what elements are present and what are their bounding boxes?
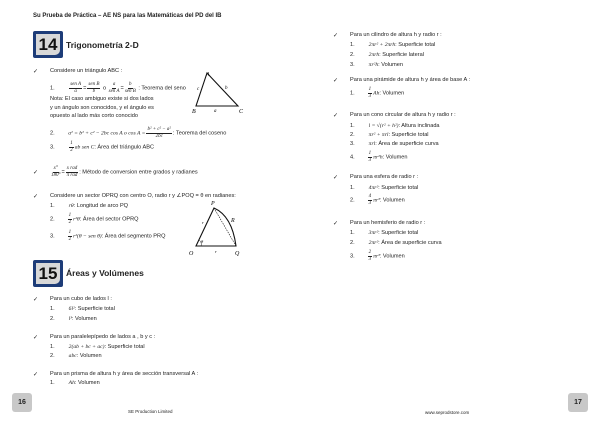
svg-text:r: r [202, 220, 204, 225]
formula-item: 2. $\frac{4}{3}$ πr³: Volumen [350, 194, 405, 206]
bullet-text: Para un paralelepípedo de lados a , b y c : [50, 334, 156, 340]
formula-item: 1. 6l²: Superficie total [50, 306, 115, 312]
bullet-text: Para una esfera de radio r : [350, 174, 419, 180]
bullet-text: Para un cilindro de altura h y radio r : [350, 32, 442, 38]
formula-item: 2. 2πr²: Área de superficie curva [350, 240, 442, 246]
svg-text:P: P [211, 201, 215, 207]
svg-text:Q: Q [235, 251, 240, 257]
ambiguous-note: Nota: El caso ambiguo existe si dos lados y un ángulo son conocidos, y el ángulo es opuesto al lado más corto conocido [50, 96, 154, 119]
formula-item: 1. l = √(r² + h²): Altura inclinada [350, 123, 440, 129]
section-number-badge: 15 [33, 260, 63, 287]
check-icon: ✓ [33, 69, 39, 75]
check-icon: ✓ [333, 33, 339, 39]
svg-text:B: B [192, 109, 196, 115]
formula-item: 1. 3πr²: Superficie total [350, 230, 419, 236]
conversion-formula: $\frac{x^\circ}{180^\circ}$ = x rad π rad : Método de conversion entre grados y radianes [51, 166, 198, 178]
check-icon: ✓ [33, 297, 39, 303]
svg-text:r: r [215, 249, 217, 254]
bullet-text: Considere un triángulo ABC : [50, 68, 123, 74]
formula-item: 4. $\frac{1}{3}$ πr²h: Volumen [350, 151, 408, 163]
cosine-rule: 2. a² = b² + c² − 2bc cos A o cos A = $\frac{\text{b² + c² − a²}}{2bc}$ : Teorema del coseno [50, 127, 227, 139]
formula-item: 1. 2(ab + bc + ac): Superficie total [50, 344, 145, 350]
check-icon: ✓ [333, 113, 339, 119]
formula-item: 3. πrl: Área de superficie curva [350, 141, 439, 147]
page-number-left: 16 [12, 393, 32, 412]
running-header: Su Prueba de Práctica – AE NS para las Matemáticas del PD del IB [33, 13, 222, 19]
sector-diagram [188, 198, 244, 258]
formula-item: 1. $\frac{1}{3}$ Ah: Volumen [350, 87, 405, 99]
bullet-text: Considere un sector OPRQ con centro O, radio r y ∠POQ = θ en radianes: [50, 193, 236, 199]
formula-item: 2. 2πrh: Superficie lateral [350, 52, 424, 58]
svg-text:C: C [239, 109, 244, 115]
svg-text:O: O [189, 251, 194, 257]
sector-area: 2. $\frac{1}{2}$ r²θ: Área del sector OPRQ [50, 213, 139, 225]
sine-rule: 1. sen A a = sen B b o a sen A = b sen B : Teorema del seno [50, 82, 186, 94]
section-number-badge: 14 [33, 31, 63, 58]
formula-item: 2. abc: Volumen [50, 353, 102, 359]
check-icon: ✓ [33, 194, 39, 200]
bullet-text: Para un cono circular de altura h y radio r : [350, 112, 456, 118]
bullet-text: Para un hemisferio de radio r : [350, 220, 426, 226]
svg-text:R: R [231, 218, 235, 224]
triangle-diagram [186, 70, 248, 116]
formula-item: 1. Ah: Volumen [50, 380, 100, 386]
check-icon: ✓ [33, 335, 39, 341]
formula-item: 3. πr²h: Volumen [350, 62, 404, 68]
svg-text:θ: θ [201, 239, 204, 244]
page-number-right: 17 [568, 393, 588, 412]
formula-item: 1. 4πr²: Superficie total [350, 185, 419, 191]
check-icon: ✓ [333, 78, 339, 84]
footer-publisher: SE Production Limited [128, 409, 173, 414]
bullet-text: Para un cubo de lados l : [50, 296, 112, 302]
formula-item: 3. $\frac{2}{3}$ πr³: Volumen [350, 250, 405, 262]
svg-text:A: A [206, 72, 210, 78]
check-icon: ✓ [333, 175, 339, 181]
svg-text:c: c [197, 87, 200, 92]
check-icon: ✓ [333, 221, 339, 227]
formula-item: 2. πr² + πrl: Superficie total [350, 132, 429, 138]
section-title: Trigonometría 2-D [66, 40, 139, 50]
footer-url: www.seprodstore.com [425, 410, 470, 415]
segment-area: 3. $\frac{1}{2}$ r²(θ − sen θ): Área del segmento PRQ [50, 230, 166, 242]
bullet-text: Para una pirámide de altura h y área de base A : [350, 77, 471, 83]
bullet-text: Para un prisma de altura h y área de sección transversal A : [50, 371, 199, 377]
formula-item: 2. l³: Volumen [50, 316, 97, 322]
svg-text:b: b [225, 86, 228, 91]
check-icon: ✓ [33, 170, 39, 176]
svg-text:a: a [214, 109, 217, 114]
triangle-area: 3. $\frac{1}{2}$ ab sen C: Área del triángulo ABC [50, 141, 155, 153]
section-title: Áreas y Volúmenes [66, 268, 144, 278]
arc-length: 1. rθ: Longitud de arco PQ [50, 203, 129, 209]
check-icon: ✓ [33, 372, 39, 378]
formula-item: 1. 2πr² + 2πrh: Superficie total [350, 42, 436, 48]
